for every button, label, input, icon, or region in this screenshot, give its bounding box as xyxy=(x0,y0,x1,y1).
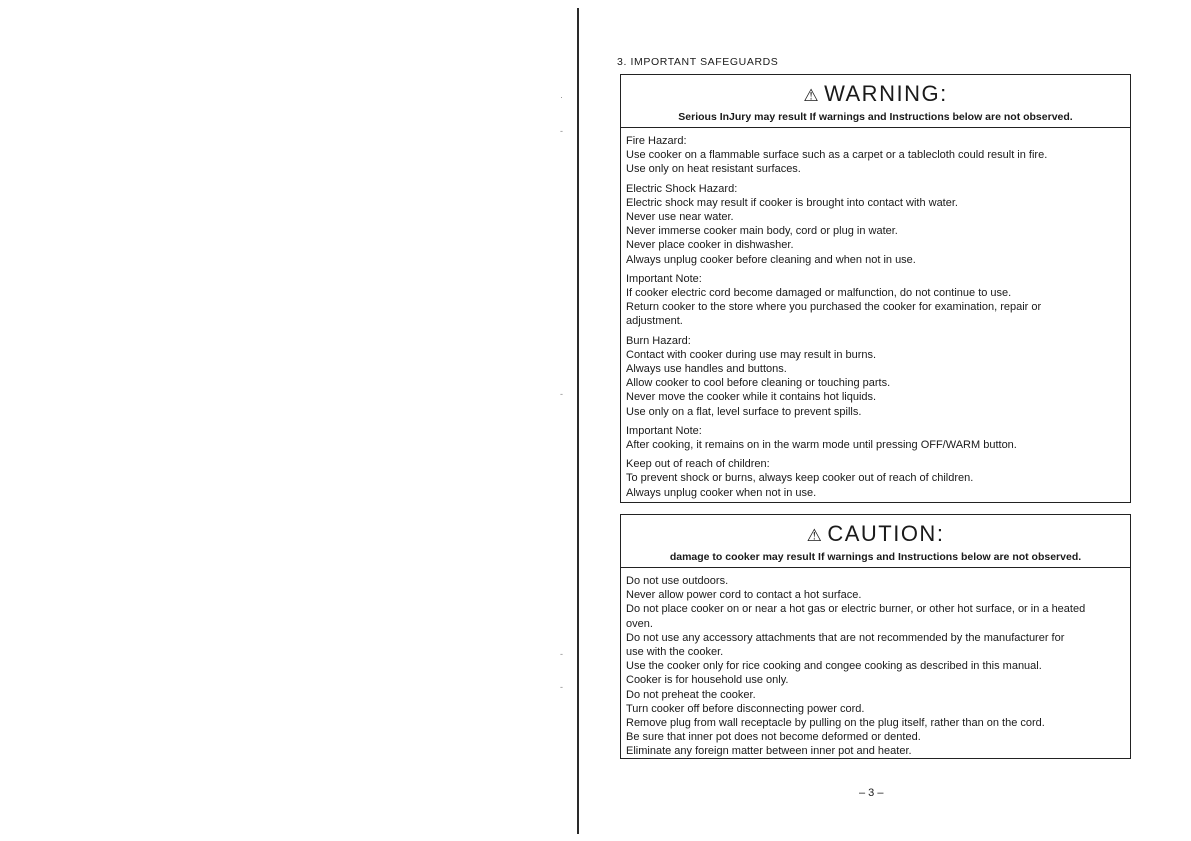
caution-line: Use the cooker only for rice cooking and congee cooking as described in this manual. xyxy=(626,660,1042,673)
hazard-group xyxy=(626,334,1126,419)
hazard-line: Use cooker on a flammable surface such as a carpet or a tablecloth could result in fire. xyxy=(626,149,1048,162)
caution-line: Remove plug from wall receptacle by pulling on the plug itself, rather than on the cord. xyxy=(626,717,1045,730)
hazard-line: If cooker electric cord become damaged or malfunction, do not continue to use. xyxy=(626,287,1012,300)
hazard-line: Electric shock may result if cooker is brought into contact with water. xyxy=(626,196,958,209)
caution-line: Turn cooker off before disconnecting power cord. xyxy=(626,702,865,715)
section-heading: 3. IMPORTANT SAFEGUARDS xyxy=(617,56,779,68)
hazard-title: Important Note: xyxy=(626,424,702,437)
hazard-line: Never use near water. xyxy=(626,211,734,224)
hazard-line: Never place cooker in dishwasher. xyxy=(626,239,794,252)
hazard-line: Always unplug cooker before cleaning and when not in use. xyxy=(626,253,916,266)
caution-header xyxy=(621,515,1130,568)
warning-title: WARNING: xyxy=(824,81,948,106)
hazard-title: Keep out of reach of children: xyxy=(626,458,770,471)
hazard-line: adjustment. xyxy=(626,315,683,328)
caution-banner xyxy=(621,515,1130,549)
warning-subline: Serious InJury may result If warnings and Instructions below are not observed. xyxy=(678,111,1073,123)
caution-line: use with the cooker. xyxy=(626,646,724,659)
scan-speck: - xyxy=(560,649,563,659)
caution-body xyxy=(621,568,1130,762)
caution-line: oven. xyxy=(626,617,653,630)
warning-triangle-icon: ⚠ xyxy=(803,86,821,105)
scan-speck: - xyxy=(560,682,563,692)
hazard-title: Burn Hazard: xyxy=(626,334,691,347)
hazard-line: Never move the cooker while it contains hot liquids. xyxy=(626,391,877,404)
hazard-line: Return cooker to the store where you purchased the cooker for examination, repair or xyxy=(626,301,1042,314)
caution-title: CAUTION: xyxy=(827,521,945,546)
caution-line: Do not preheat the cooker. xyxy=(626,688,756,701)
scan-speck: - xyxy=(560,126,563,136)
warning-box xyxy=(620,74,1131,503)
caution-line: Cooker is for household use only. xyxy=(626,674,789,687)
warning-body xyxy=(621,128,1130,503)
caution-line: Do not use any accessory attachments that are not recommended by the manufacturer for xyxy=(626,631,1065,644)
caution-triangle-icon: ⚠ xyxy=(806,526,824,545)
caution-line: Be sure that inner pot does not become deformed or dented. xyxy=(626,731,921,744)
hazard-group xyxy=(626,424,1126,452)
caution-line: Never allow power cord to contact a hot surface. xyxy=(626,589,862,602)
hazard-title: Important Note: xyxy=(626,272,702,285)
hazard-group xyxy=(626,457,1126,500)
hazard-line: Always unplug cooker when not in use. xyxy=(626,486,817,499)
hazard-line: Never immerse cooker main body, cord or plug in water. xyxy=(626,225,898,238)
hazard-line: Allow cooker to cool before cleaning or touching parts. xyxy=(626,377,891,390)
caution-subline: damage to cooker may result If warnings and Instructions below are not observed. xyxy=(669,551,1082,563)
hazard-line: Always use handles and buttons. xyxy=(626,363,787,376)
hazard-group xyxy=(626,134,1126,177)
warning-header xyxy=(621,75,1130,128)
caution-line: Do not use outdoors. xyxy=(626,575,729,587)
page-number: – 3 – xyxy=(859,787,884,799)
caution-line: Eliminate any foreign matter between inner pot and heater. xyxy=(626,745,912,758)
caution-line: Do not place cooker on or near a hot gas or electric burner, or other hot surface, or in a heated xyxy=(626,603,1086,616)
hazard-group xyxy=(626,182,1126,267)
scan-speck: · xyxy=(560,92,563,102)
hazard-title: Fire Hazard: xyxy=(626,135,687,147)
page-spine xyxy=(577,8,579,834)
hazard-line: Contact with cooker during use may result in burns. xyxy=(626,348,877,361)
scan-speck: - xyxy=(560,389,563,399)
hazard-line: To prevent shock or burns, always keep cooker out of reach of children. xyxy=(626,472,974,485)
warning-banner xyxy=(621,75,1130,109)
hazard-group xyxy=(626,272,1126,329)
hazard-line: Use only on heat resistant surfaces. xyxy=(626,163,801,176)
hazard-line: Use only on a flat, level surface to prevent spills. xyxy=(626,405,862,418)
hazard-line: After cooking, it remains on in the warm mode until pressing OFF/WARM button. xyxy=(626,439,1017,452)
caution-box xyxy=(620,514,1131,759)
hazard-title: Electric Shock Hazard: xyxy=(626,182,738,195)
